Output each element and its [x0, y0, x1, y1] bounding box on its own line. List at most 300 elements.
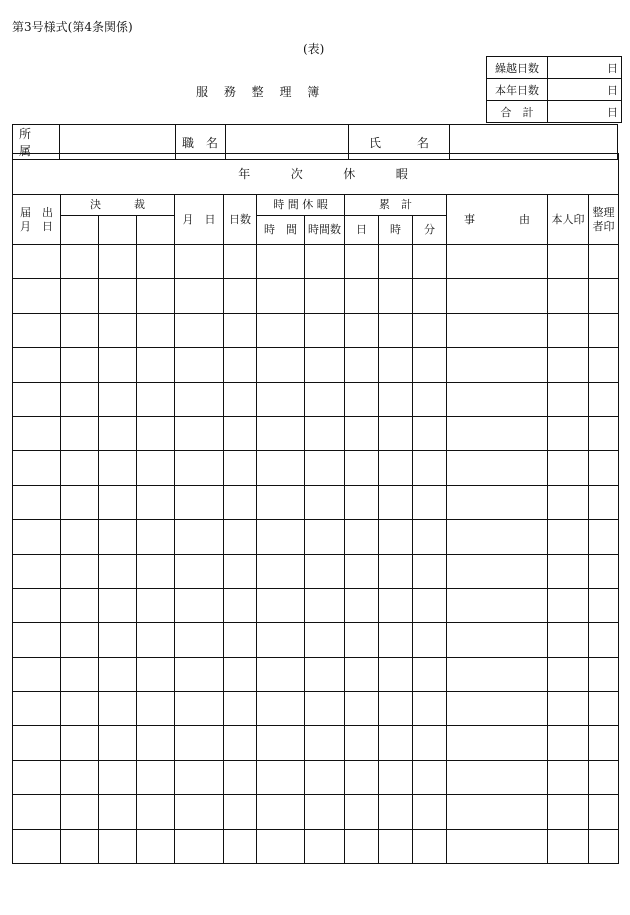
- entry-cell[interactable]: [589, 451, 619, 485]
- entry-cell[interactable]: [413, 554, 447, 588]
- entry-cell[interactable]: [13, 829, 61, 863]
- entry-cell[interactable]: [99, 451, 137, 485]
- entry-cell[interactable]: [13, 313, 61, 347]
- entry-cell[interactable]: [379, 279, 413, 313]
- entry-cell[interactable]: [345, 382, 379, 416]
- entry-cell[interactable]: [305, 520, 345, 554]
- entry-cell[interactable]: [345, 485, 379, 519]
- entry-cell[interactable]: [257, 829, 305, 863]
- entry-cell[interactable]: [305, 588, 345, 622]
- entry-cell[interactable]: [61, 657, 99, 691]
- leave-entry-row: [13, 657, 619, 691]
- entry-cell[interactable]: [137, 279, 175, 313]
- entry-cell[interactable]: [548, 726, 589, 760]
- notice-date-header: 届 出 月 日: [13, 195, 61, 245]
- entry-cell[interactable]: [379, 760, 413, 794]
- entry-cell[interactable]: [345, 313, 379, 347]
- entry-cell[interactable]: [13, 692, 61, 726]
- entry-cell[interactable]: [305, 760, 345, 794]
- entry-cell[interactable]: [224, 588, 257, 622]
- summary-row-current-year: [487, 79, 622, 101]
- entry-cell[interactable]: [548, 829, 589, 863]
- entry-cell[interactable]: [224, 245, 257, 279]
- entry-cell[interactable]: [589, 657, 619, 691]
- entry-cell[interactable]: [589, 382, 619, 416]
- entry-cell[interactable]: [345, 692, 379, 726]
- entry-cell[interactable]: [61, 348, 99, 382]
- entry-cell[interactable]: [61, 692, 99, 726]
- entry-cell[interactable]: [175, 520, 224, 554]
- leave-entry-row: [13, 382, 619, 416]
- entry-cell[interactable]: [99, 382, 137, 416]
- entry-cell[interactable]: [413, 451, 447, 485]
- approval-slot-1: [61, 216, 99, 245]
- entry-cell[interactable]: [257, 623, 305, 657]
- entry-cell[interactable]: [257, 348, 305, 382]
- entry-cell[interactable]: [61, 829, 99, 863]
- entry-cell[interactable]: [175, 588, 224, 622]
- entry-cell[interactable]: [61, 313, 99, 347]
- entry-cell[interactable]: [548, 451, 589, 485]
- entry-cell[interactable]: [61, 726, 99, 760]
- entry-cell[interactable]: [447, 795, 548, 829]
- entry-cell[interactable]: [447, 382, 548, 416]
- name-label: 氏 名: [349, 125, 450, 160]
- entry-cell[interactable]: [447, 245, 548, 279]
- hours-header: 時 間: [257, 216, 305, 245]
- entry-cell[interactable]: [379, 554, 413, 588]
- entry-cell[interactable]: [379, 657, 413, 691]
- entry-cell[interactable]: [305, 245, 345, 279]
- leave-summary-box: [486, 56, 622, 123]
- entry-cell[interactable]: [379, 726, 413, 760]
- entry-cell[interactable]: [548, 554, 589, 588]
- leave-entry-row: [13, 623, 619, 657]
- entry-cell[interactable]: [257, 795, 305, 829]
- cumulative-hour-header: 時: [379, 216, 413, 245]
- leave-entry-row: [13, 520, 619, 554]
- entry-cell[interactable]: [175, 692, 224, 726]
- entry-cell[interactable]: [413, 520, 447, 554]
- entry-cell[interactable]: [548, 382, 589, 416]
- entry-cell[interactable]: [413, 245, 447, 279]
- entry-cell[interactable]: [224, 416, 257, 450]
- entry-cell[interactable]: [175, 657, 224, 691]
- annual-leave-banner: [13, 154, 619, 195]
- entry-cell[interactable]: [137, 313, 175, 347]
- entry-cell[interactable]: [175, 416, 224, 450]
- summary-row-carryover: [487, 57, 622, 79]
- entry-cell[interactable]: [137, 520, 175, 554]
- entry-cell[interactable]: [99, 760, 137, 794]
- entry-cell[interactable]: [137, 829, 175, 863]
- entry-cell[interactable]: [61, 795, 99, 829]
- entry-cell[interactable]: [224, 623, 257, 657]
- entry-cell[interactable]: [13, 520, 61, 554]
- entry-cell[interactable]: [305, 279, 345, 313]
- entry-cell[interactable]: [13, 760, 61, 794]
- entry-cell[interactable]: [99, 313, 137, 347]
- entry-cell[interactable]: [589, 692, 619, 726]
- entry-cell[interactable]: [305, 692, 345, 726]
- entry-cell[interactable]: [175, 451, 224, 485]
- entry-cell[interactable]: [589, 485, 619, 519]
- entry-cell[interactable]: [413, 795, 447, 829]
- entry-cell[interactable]: [413, 279, 447, 313]
- entry-cell[interactable]: [175, 382, 224, 416]
- entry-cell[interactable]: [379, 451, 413, 485]
- entry-cell[interactable]: [137, 451, 175, 485]
- entry-cell[interactable]: [447, 588, 548, 622]
- entry-cell[interactable]: [447, 451, 548, 485]
- leave-entry-row: [13, 279, 619, 313]
- entry-cell[interactable]: [61, 623, 99, 657]
- entry-cell[interactable]: [379, 692, 413, 726]
- entry-cell[interactable]: [345, 623, 379, 657]
- entry-cell[interactable]: [13, 588, 61, 622]
- front-side-label: (表): [303, 42, 325, 56]
- current-year-days-label: 本年日数: [487, 79, 548, 101]
- entry-cell[interactable]: [224, 692, 257, 726]
- entry-cell[interactable]: [589, 726, 619, 760]
- entry-cell[interactable]: [137, 382, 175, 416]
- entry-cell[interactable]: [305, 829, 345, 863]
- entry-cell[interactable]: [99, 520, 137, 554]
- entry-cell[interactable]: [13, 726, 61, 760]
- entry-cell[interactable]: [99, 623, 137, 657]
- cumulative-header: 累 計: [345, 195, 447, 216]
- entry-cell[interactable]: [305, 726, 345, 760]
- entry-cell[interactable]: [61, 451, 99, 485]
- hourly-leave-header: 時 間 休 暇: [257, 195, 345, 216]
- entry-cell[interactable]: [379, 520, 413, 554]
- entry-cell[interactable]: [589, 795, 619, 829]
- entry-cell[interactable]: [137, 416, 175, 450]
- banner-char: 暇: [395, 167, 408, 181]
- entry-cell[interactable]: [175, 623, 224, 657]
- entry-cell[interactable]: [61, 588, 99, 622]
- entry-cell[interactable]: [257, 588, 305, 622]
- entry-cell[interactable]: [548, 416, 589, 450]
- entry-cell[interactable]: [589, 348, 619, 382]
- entry-cell[interactable]: [257, 657, 305, 691]
- entry-cell[interactable]: [305, 416, 345, 450]
- entry-cell[interactable]: [413, 623, 447, 657]
- entry-cell[interactable]: [589, 313, 619, 347]
- entry-cell[interactable]: [447, 692, 548, 726]
- entry-cell[interactable]: [589, 829, 619, 863]
- entry-cell[interactable]: [447, 416, 548, 450]
- entry-cell[interactable]: [379, 313, 413, 347]
- entry-cell[interactable]: [548, 623, 589, 657]
- entry-cell[interactable]: [175, 726, 224, 760]
- entry-cell[interactable]: [13, 623, 61, 657]
- cumulative-day-header: 日: [345, 216, 379, 245]
- entry-cell[interactable]: [548, 657, 589, 691]
- entry-cell[interactable]: [13, 795, 61, 829]
- carryover-days-field[interactable]: 日: [548, 57, 622, 79]
- entry-cell[interactable]: [305, 382, 345, 416]
- entry-cell[interactable]: [137, 692, 175, 726]
- entry-cell[interactable]: [548, 348, 589, 382]
- entry-cell[interactable]: [224, 760, 257, 794]
- entry-cell[interactable]: [413, 382, 447, 416]
- entry-cell[interactable]: [447, 520, 548, 554]
- entry-cell[interactable]: [224, 520, 257, 554]
- entry-cell[interactable]: [379, 348, 413, 382]
- leave-entry-row: [13, 451, 619, 485]
- entry-cell[interactable]: [99, 726, 137, 760]
- personal-seal-header: 本人印: [548, 195, 589, 245]
- entry-cell[interactable]: [99, 416, 137, 450]
- entry-cell[interactable]: [447, 313, 548, 347]
- entry-cell[interactable]: [413, 692, 447, 726]
- entry-cell[interactable]: [589, 623, 619, 657]
- entry-cell[interactable]: [305, 485, 345, 519]
- entry-cell[interactable]: [137, 657, 175, 691]
- entry-cell[interactable]: [13, 279, 61, 313]
- entry-cell[interactable]: [13, 657, 61, 691]
- entry-cell[interactable]: [413, 348, 447, 382]
- entry-cell[interactable]: [305, 554, 345, 588]
- entry-cell[interactable]: [257, 451, 305, 485]
- entry-cell[interactable]: [99, 279, 137, 313]
- entry-cell[interactable]: [548, 313, 589, 347]
- entry-cell[interactable]: [589, 416, 619, 450]
- leave-entry-row: [13, 760, 619, 794]
- entry-cell[interactable]: [379, 588, 413, 622]
- entry-cell[interactable]: [345, 348, 379, 382]
- entry-cell[interactable]: [175, 829, 224, 863]
- entry-cell[interactable]: [548, 245, 589, 279]
- entry-cell[interactable]: [175, 795, 224, 829]
- entry-cell[interactable]: [224, 382, 257, 416]
- entry-cell[interactable]: [137, 485, 175, 519]
- entry-cell[interactable]: [224, 795, 257, 829]
- entry-cell[interactable]: [224, 313, 257, 347]
- entry-cell[interactable]: [224, 451, 257, 485]
- entry-cell[interactable]: [137, 348, 175, 382]
- entry-cell[interactable]: [345, 726, 379, 760]
- entry-cell[interactable]: [345, 554, 379, 588]
- leave-entry-row: [13, 829, 619, 863]
- leave-entry-row: [13, 554, 619, 588]
- entry-cell[interactable]: [345, 451, 379, 485]
- entry-cell[interactable]: [13, 382, 61, 416]
- entry-cell[interactable]: [447, 554, 548, 588]
- entry-cell[interactable]: [61, 554, 99, 588]
- entry-cell[interactable]: [447, 760, 548, 794]
- approval-header: 決 裁: [61, 195, 175, 216]
- entry-cell[interactable]: [99, 485, 137, 519]
- entry-cell[interactable]: [99, 657, 137, 691]
- entry-cell[interactable]: [175, 245, 224, 279]
- entry-cell[interactable]: [257, 554, 305, 588]
- entry-cell[interactable]: [589, 245, 619, 279]
- entry-cell[interactable]: [589, 279, 619, 313]
- entry-cell[interactable]: [413, 760, 447, 794]
- entry-cell[interactable]: [305, 623, 345, 657]
- annual-leave-table: [12, 153, 619, 864]
- entry-cell[interactable]: [99, 829, 137, 863]
- entry-cell[interactable]: [413, 657, 447, 691]
- total-days-label: 合 計: [487, 101, 548, 123]
- entry-cell[interactable]: [257, 726, 305, 760]
- entry-cell[interactable]: [224, 554, 257, 588]
- entry-cell[interactable]: [413, 313, 447, 347]
- entry-cell[interactable]: [379, 795, 413, 829]
- entry-cell[interactable]: [345, 657, 379, 691]
- entry-cell[interactable]: [257, 760, 305, 794]
- entry-cell[interactable]: [137, 760, 175, 794]
- entry-cell[interactable]: [99, 588, 137, 622]
- entry-cell[interactable]: [345, 588, 379, 622]
- entry-cell[interactable]: [175, 485, 224, 519]
- entry-cell[interactable]: [224, 348, 257, 382]
- banner-char: 年: [238, 167, 251, 181]
- entry-cell[interactable]: [305, 313, 345, 347]
- entry-cell[interactable]: [589, 554, 619, 588]
- entry-cell[interactable]: [61, 416, 99, 450]
- reason-header: 事 由: [447, 195, 548, 245]
- entry-cell[interactable]: [345, 520, 379, 554]
- entry-cell[interactable]: [224, 726, 257, 760]
- entry-cell[interactable]: [257, 313, 305, 347]
- entry-cell[interactable]: [224, 485, 257, 519]
- leave-entry-row: [13, 416, 619, 450]
- entry-cell[interactable]: [13, 554, 61, 588]
- entry-cell[interactable]: [137, 623, 175, 657]
- entry-cell[interactable]: [413, 485, 447, 519]
- leave-entry-row: [13, 588, 619, 622]
- entry-cell[interactable]: [447, 726, 548, 760]
- entry-cell[interactable]: [447, 348, 548, 382]
- entry-cell[interactable]: [224, 279, 257, 313]
- entry-cell[interactable]: [13, 485, 61, 519]
- entry-cell[interactable]: [257, 485, 305, 519]
- entry-cell[interactable]: [345, 795, 379, 829]
- leave-entry-row: [13, 795, 619, 829]
- entry-cell[interactable]: [379, 416, 413, 450]
- entry-cell[interactable]: [379, 829, 413, 863]
- entry-cell[interactable]: [99, 795, 137, 829]
- entry-cell[interactable]: [345, 760, 379, 794]
- entry-cell[interactable]: [345, 279, 379, 313]
- banner-char: 休: [343, 167, 356, 181]
- entry-cell[interactable]: [589, 760, 619, 794]
- leave-entry-row: [13, 245, 619, 279]
- leave-entry-row: [13, 485, 619, 519]
- entry-cell[interactable]: [257, 692, 305, 726]
- entry-cell[interactable]: [99, 348, 137, 382]
- entry-cell[interactable]: [345, 829, 379, 863]
- entry-cell[interactable]: [257, 245, 305, 279]
- entry-cell[interactable]: [224, 657, 257, 691]
- entry-cell[interactable]: [345, 416, 379, 450]
- entry-cell[interactable]: [257, 279, 305, 313]
- entry-cell[interactable]: [175, 348, 224, 382]
- total-days-field[interactable]: 日: [548, 101, 622, 123]
- entry-cell[interactable]: [548, 520, 589, 554]
- entry-cell[interactable]: [137, 726, 175, 760]
- entry-cell[interactable]: [175, 313, 224, 347]
- entry-cell[interactable]: [13, 245, 61, 279]
- entry-cell[interactable]: [13, 348, 61, 382]
- entry-cell[interactable]: [305, 451, 345, 485]
- carryover-days-label: 繰越日数: [487, 57, 548, 79]
- approval-slot-2: [99, 216, 137, 245]
- document-title: 服 務 整 理 簿: [196, 85, 326, 99]
- current-year-days-field[interactable]: 日: [548, 79, 622, 101]
- entry-cell[interactable]: [548, 692, 589, 726]
- hour-count-header: 時間数: [305, 216, 345, 245]
- entry-cell[interactable]: [257, 382, 305, 416]
- entry-cell[interactable]: [175, 554, 224, 588]
- entry-cell[interactable]: [447, 657, 548, 691]
- entry-cell[interactable]: [548, 279, 589, 313]
- entry-cell[interactable]: [61, 485, 99, 519]
- entry-cell[interactable]: [413, 726, 447, 760]
- entry-cell[interactable]: [61, 520, 99, 554]
- entry-cell[interactable]: [379, 245, 413, 279]
- entry-cell[interactable]: [61, 382, 99, 416]
- entry-cell[interactable]: [548, 485, 589, 519]
- form-number: 第3号様式(第4条関係): [12, 20, 133, 34]
- entry-cell[interactable]: [137, 588, 175, 622]
- entry-cell[interactable]: [447, 279, 548, 313]
- entry-cell[interactable]: [548, 760, 589, 794]
- approval-slot-3: [137, 216, 175, 245]
- entry-cell[interactable]: [61, 279, 99, 313]
- entry-cell[interactable]: [224, 829, 257, 863]
- entry-cell[interactable]: [99, 245, 137, 279]
- entry-cell[interactable]: [99, 554, 137, 588]
- entry-cell[interactable]: [447, 829, 548, 863]
- entry-cell[interactable]: [137, 554, 175, 588]
- entry-cell[interactable]: [99, 692, 137, 726]
- entry-cell[interactable]: [447, 623, 548, 657]
- entry-cell[interactable]: [345, 245, 379, 279]
- entry-cell[interactable]: [305, 795, 345, 829]
- entry-cell[interactable]: [413, 829, 447, 863]
- entry-cell[interactable]: [379, 623, 413, 657]
- entry-cell[interactable]: [548, 588, 589, 622]
- entry-cell[interactable]: [61, 760, 99, 794]
- entry-cell[interactable]: [413, 588, 447, 622]
- entry-cell[interactable]: [447, 485, 548, 519]
- entry-cell[interactable]: [589, 588, 619, 622]
- entry-cell[interactable]: [13, 451, 61, 485]
- entry-cell[interactable]: [305, 657, 345, 691]
- affiliation-label: 所 属: [13, 125, 60, 160]
- entry-cell[interactable]: [13, 416, 61, 450]
- entry-cell[interactable]: [175, 760, 224, 794]
- entry-cell[interactable]: [61, 245, 99, 279]
- entry-cell[interactable]: [137, 245, 175, 279]
- entry-cell[interactable]: [305, 348, 345, 382]
- entry-cell[interactable]: [257, 416, 305, 450]
- entry-cell[interactable]: [589, 520, 619, 554]
- entry-cell[interactable]: [137, 795, 175, 829]
- entry-cell[interactable]: [379, 485, 413, 519]
- cumulative-minute-header: 分: [413, 216, 447, 245]
- entry-cell[interactable]: [175, 279, 224, 313]
- entry-cell[interactable]: [413, 416, 447, 450]
- banner-char: 次: [290, 167, 303, 181]
- entry-cell[interactable]: [257, 520, 305, 554]
- entry-cell[interactable]: [548, 795, 589, 829]
- entry-cell[interactable]: [379, 382, 413, 416]
